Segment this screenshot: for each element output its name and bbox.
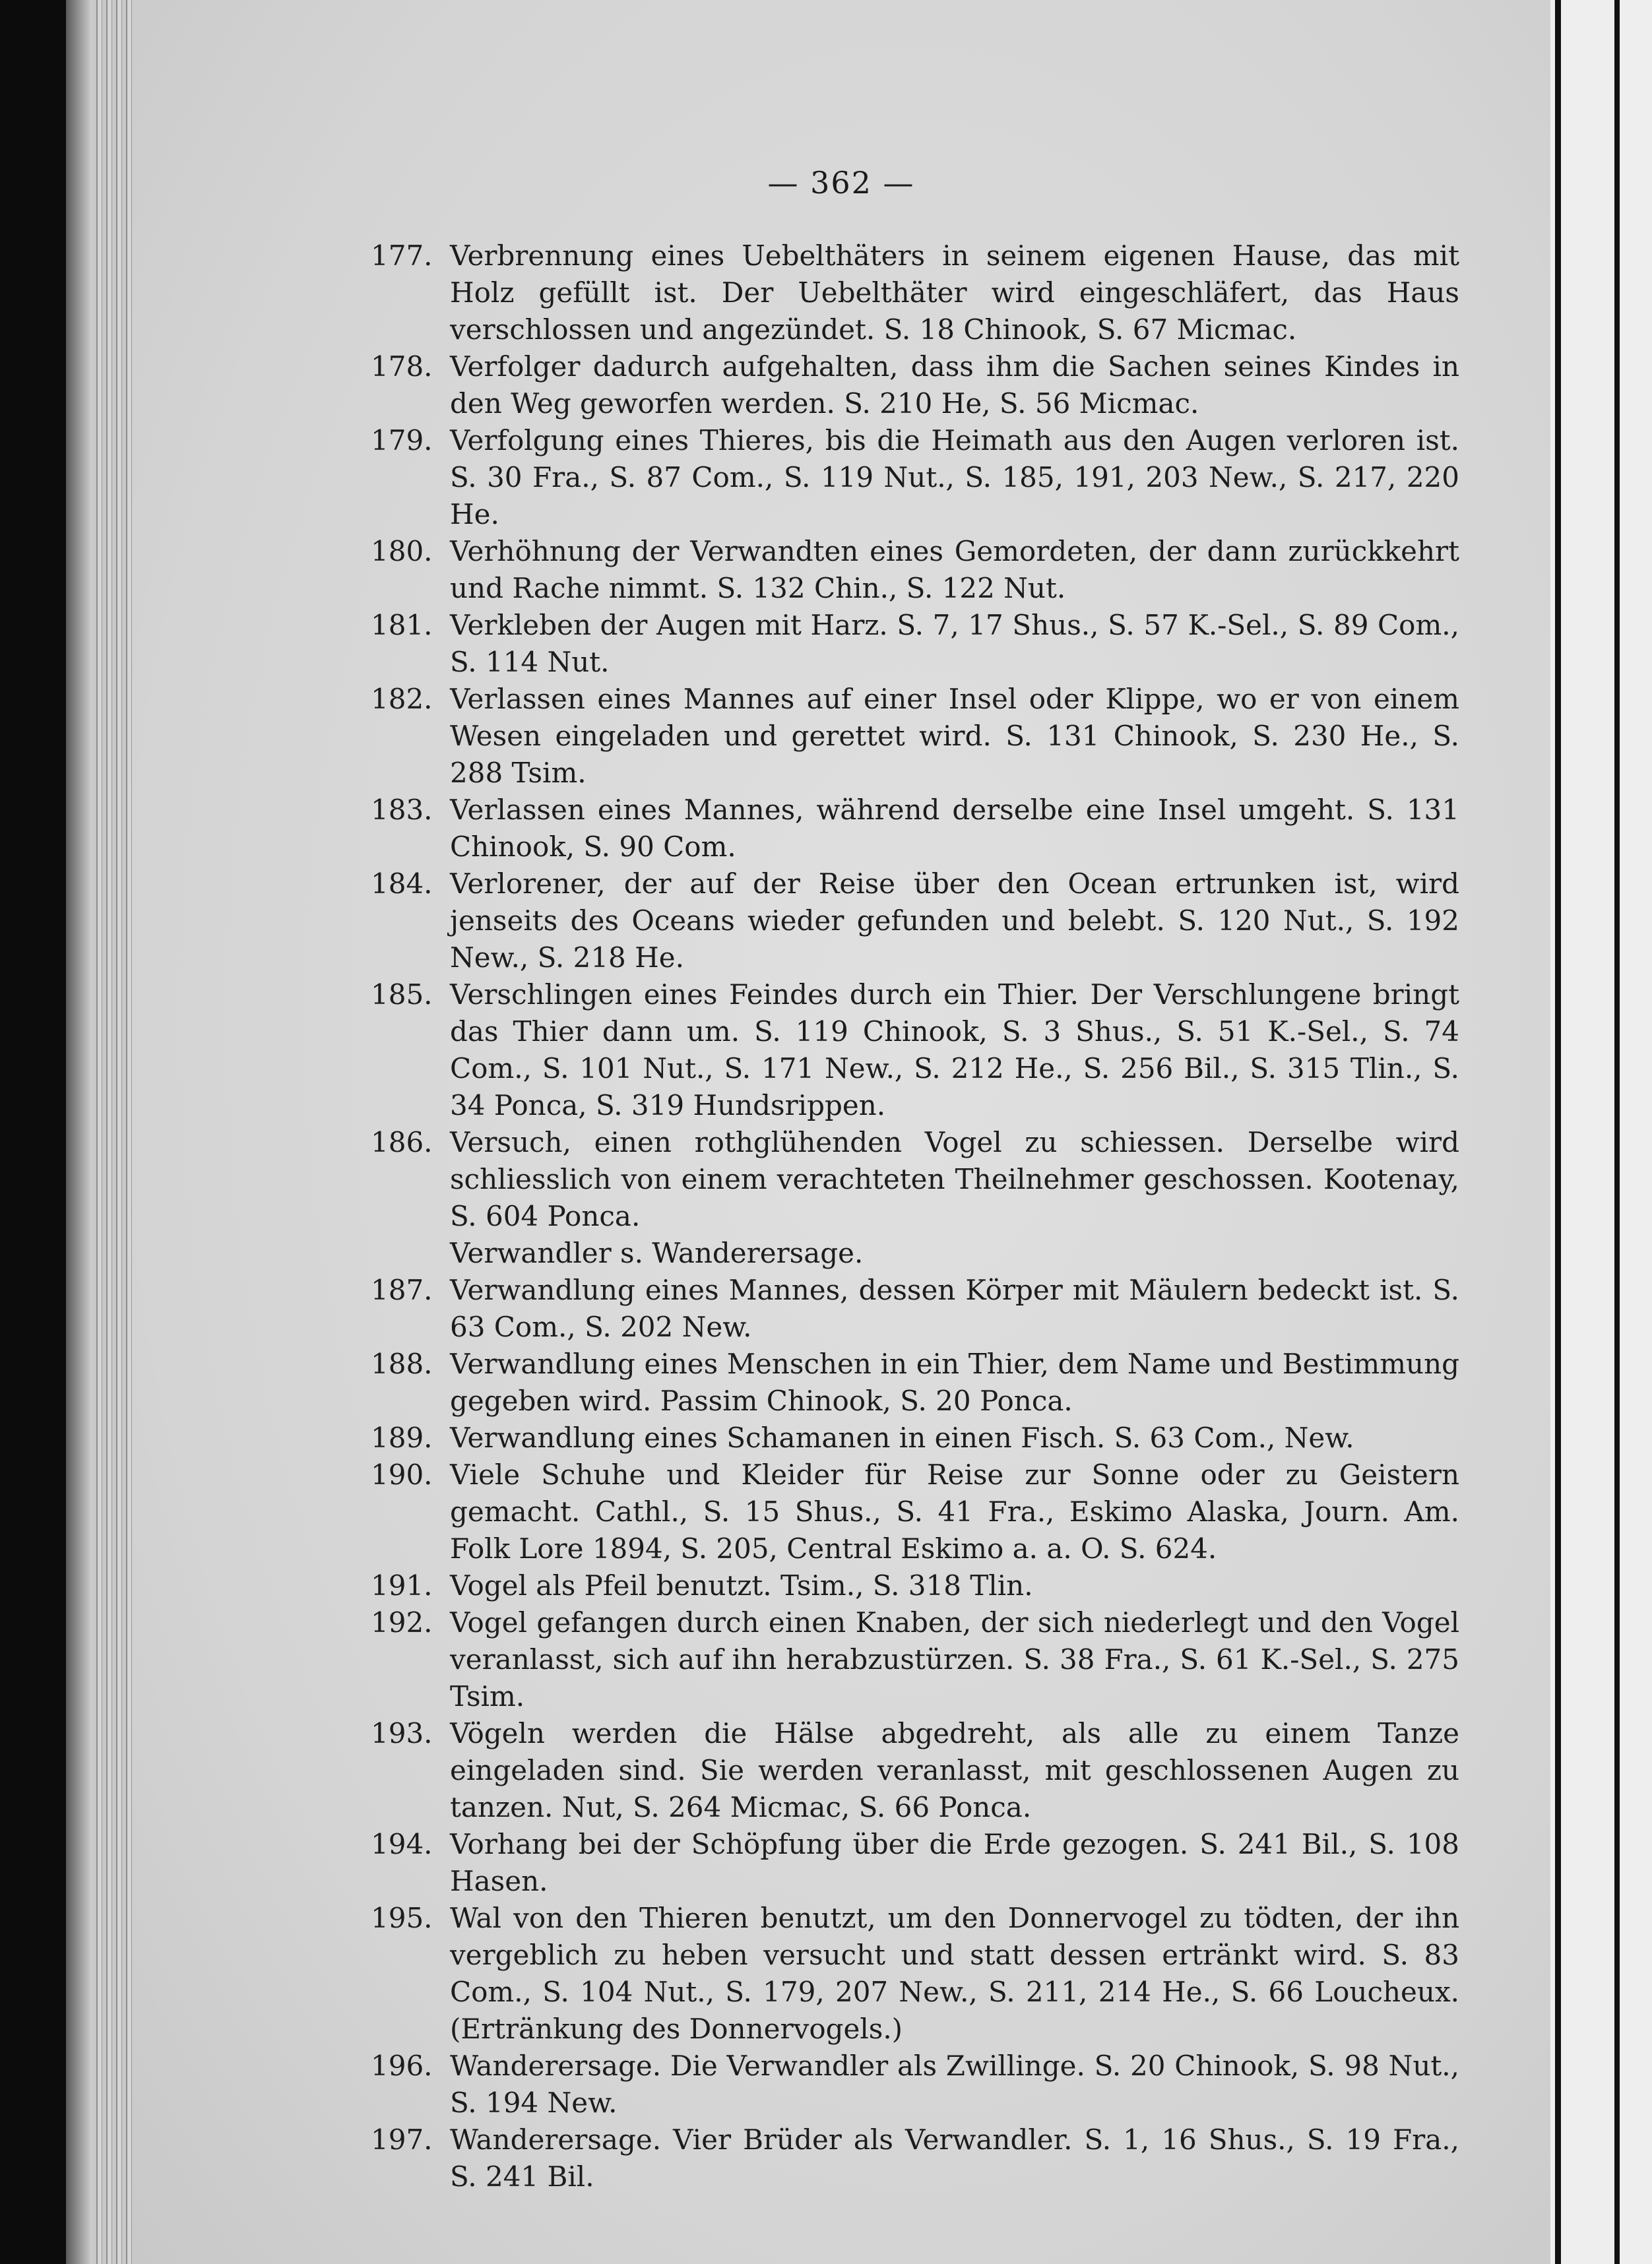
entry-number: 183. — [371, 794, 433, 826]
entry-text: Verlassen eines Mannes auf einer Insel oder Klippe, wo er von einem Wesen eingeladen und gerettet wird. S. 131 Chinook, S. 230 He., S. 288 Tsim. — [450, 683, 1459, 789]
entry-text: Verwandlung eines Mannes, dessen Körper mit Mäulern bedeckt ist. S. 63 Com., S. 202 New. — [450, 1274, 1459, 1343]
entry-text: Verschlingen eines Feindes durch ein Thier. Der Verschlungene bringt das Thier dann um. S. 119 Chinook, S. 3 Shus., S. 51 K.-Sel., S. 74 Com., S. 101 Nut., S. 171 New., S. 212 He., S. 256 Bil., S. 315 Tlin., S. 34 Ponca, S. 319 Hundsrippen. — [450, 978, 1459, 1121]
list-item — [132, 1346, 1550, 1420]
entry-number: 197. — [371, 2123, 433, 2156]
list-item — [132, 237, 1550, 348]
scan-border-left — [0, 0, 73, 2264]
entry-text: Vorhang bei der Schöpfung über die Erde gezogen. S. 241 Bil., S. 108 Hasen. — [450, 1828, 1459, 1897]
list-item — [132, 1124, 1550, 1272]
scan-frame-line — [1614, 0, 1620, 2264]
list-item — [132, 681, 1550, 792]
entry-text: Verfolger dadurch aufgehalten, dass ihm die Sachen seines Kindes in den Weg geworfen werden. S. 210 He, S. 56 Micmac. — [450, 350, 1459, 420]
entry-text: Viele Schuhe und Kleider für Reise zur Sonne oder zu Geistern gemacht. Cathl., S. 15 Shus., S. 41 Fra., Eskimo Alaska, Journ. Am. Folk Lore 1894, S. 205, Central Eskimo a. a. O. S. 624. — [450, 1459, 1459, 1565]
entry-text: Wanderersage. Vier Brüder als Verwandler. S. 1, 16 Shus., S. 19 Fra., S. 241 Bil. — [450, 2123, 1459, 2193]
entry-number: 190. — [371, 1459, 433, 1491]
entry-text: Wanderersage. Die Verwandler als Zwillinge. S. 20 Chinook, S. 98 Nut., S. 194 New. — [450, 2050, 1459, 2119]
entry-number: 186. — [371, 1126, 433, 1158]
list-item — [132, 348, 1550, 422]
entry-number: 195. — [371, 1902, 433, 1934]
page-number: — 362 — — [767, 165, 915, 201]
entry-text: Verbrennung eines Uebelthäters in seinem eigenen Hause, das mit Holz gefüllt ist. Der Uebelthäter wird eingeschläfert, das Haus verschlossen und angezündet. S. 18 Chinook, S. 67 Micmac. — [450, 239, 1459, 346]
entry-text: Verlassen eines Mannes, während derselbe eine Insel umgeht. S. 131 Chinook, S. 90 Com. — [450, 794, 1459, 863]
entry-text: Verwandlung eines Menschen in ein Thier, dem Name und Bestimmung gegeben wird. Passim Chinook, S. 20 Ponca. — [450, 1348, 1459, 1417]
list-item — [132, 1715, 1550, 1826]
list-item — [132, 1457, 1550, 1567]
list-item — [132, 533, 1550, 607]
scan-frame-line — [1555, 0, 1561, 2264]
list-item — [132, 1420, 1550, 1457]
entry-number: 181. — [371, 609, 433, 641]
entry-text: Wal von den Thieren benutzt, um den Donnervogel zu tödten, der ihn vergeblich zu heben versucht und statt dessen ertränkt wird. S. 83 Com., S. 104 Nut., S. 179, 207 New., S. 211, 214 He., S. 66 Loucheux. (Ertränkung des Donnervogels.) — [450, 1902, 1459, 2045]
entry-number: 187. — [371, 1274, 433, 1306]
entry-number: 180. — [371, 535, 433, 567]
entry-number: 196. — [371, 2050, 433, 2082]
list-item — [132, 2048, 1550, 2122]
list-item — [132, 1826, 1550, 1900]
entry-text: Vogel als Pfeil benutzt. Tsim., S. 318 Tlin. — [450, 1569, 1033, 1602]
scan-border-right — [1550, 0, 1652, 2264]
entry-text: Verhöhnung der Verwandten eines Gemordeten, der dann zurückkehrt und Rache nimmt. S. 132 Chin., S. 122 Nut. — [450, 535, 1459, 604]
entry-number: 191. — [371, 1569, 433, 1602]
entry-number: 188. — [371, 1348, 433, 1380]
book-page — [132, 0, 1550, 2264]
entry-number: 189. — [371, 1422, 433, 1454]
entry-text: Verlorener, der auf der Reise über den Ocean ertrunken ist, wird jenseits des Oceans wieder gefunden und belebt. S. 120 Nut., S. 192 New., S. 218 He. — [450, 867, 1459, 974]
entry-number: 184. — [371, 867, 433, 900]
entry-text: Versuch, einen rothglühenden Vogel zu schiessen. Derselbe wird schliesslich von einem verachteten Theilnehmer geschossen. Kootenay, S. 604 Ponca. — [450, 1126, 1459, 1232]
book-edge-shadow — [66, 0, 92, 2264]
list-item — [132, 1272, 1550, 1346]
entry-text: Vogel gefangen durch einen Knaben, der sich niederlegt und den Vogel veranlasst, sich auf ihn herabzustürzen. S. 38 Fra., S. 61 K.-Sel., S. 275 Tsim. — [450, 1606, 1459, 1713]
entry-number: 178. — [371, 350, 433, 383]
list-item — [132, 792, 1550, 865]
entry-number: 179. — [371, 424, 433, 456]
entry-text: Verfolgung eines Thieres, bis die Heimath aus den Augen verloren ist. S. 30 Fra., S. 87 Com., S. 119 Nut., S. 185, 191, 203 New., S. 217, 220 He. — [450, 424, 1459, 530]
entry-number: 177. — [371, 239, 433, 272]
entry-number: 194. — [371, 1828, 433, 1860]
list-item — [132, 1604, 1550, 1715]
list-item — [132, 607, 1550, 681]
list-item — [132, 976, 1550, 1124]
list-item — [132, 865, 1550, 976]
entry-number: 192. — [371, 1606, 433, 1639]
entry-number: 185. — [371, 978, 433, 1011]
list-item — [132, 1900, 1550, 2048]
cross-reference: Verwandler s. Wanderersage. — [450, 1237, 864, 1269]
entry-list — [132, 237, 1550, 2195]
list-item — [132, 2122, 1550, 2195]
entry-text: Verkleben der Augen mit Harz. S. 7, 17 Shus., S. 57 K.-Sel., S. 89 Com., S. 114 Nut. — [450, 609, 1459, 678]
entry-text: Vögeln werden die Hälse abgedreht, als alle zu einem Tanze eingeladen sind. Sie werden veranlasst, mit geschlossenen Augen zu tanzen. Nut, S. 264 Micmac, S. 66 Ponca. — [450, 1717, 1459, 1823]
entry-number: 182. — [371, 683, 433, 715]
list-item — [132, 422, 1550, 533]
entry-text: Verwandlung eines Schamanen in einen Fisch. S. 63 Com., New. — [450, 1422, 1354, 1454]
entry-number: 193. — [371, 1717, 433, 1749]
list-item — [132, 1567, 1550, 1604]
